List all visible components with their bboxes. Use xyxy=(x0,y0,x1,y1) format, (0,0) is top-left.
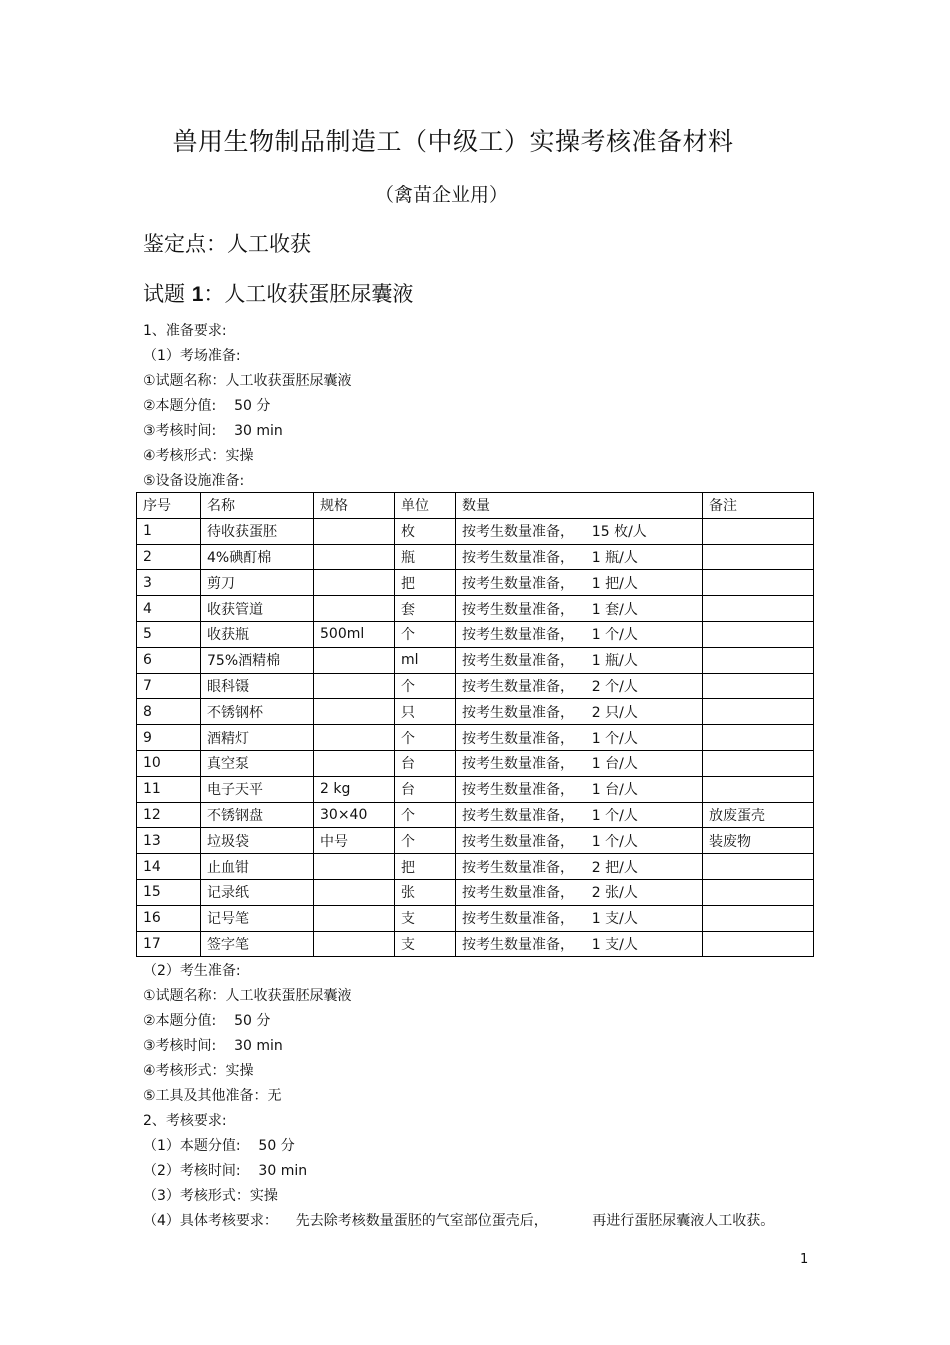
cell-index: 12 xyxy=(137,802,201,828)
text-line: ③考核时间: 30 min xyxy=(143,423,283,439)
cell-unit: 把 xyxy=(395,854,456,880)
cell-quantity: 按考生数量准备， 1 个/人 xyxy=(456,802,703,828)
cell-unit: 台 xyxy=(395,750,456,776)
table-row xyxy=(137,596,814,622)
cell-unit: 个 xyxy=(395,828,456,854)
cell-unit: 个 xyxy=(395,802,456,828)
cell-index: 11 xyxy=(137,776,201,802)
cell-name: 记号笔 xyxy=(201,905,314,931)
cell-index: 2 xyxy=(137,544,201,570)
cell-spec xyxy=(314,673,395,699)
cell-unit: 枚 xyxy=(395,518,456,544)
table-row xyxy=(137,673,814,699)
text-line: ②本题分值: 50 分 xyxy=(143,1013,271,1029)
cell-remark xyxy=(703,518,814,544)
question-number: 1 xyxy=(191,283,204,306)
table-row xyxy=(137,750,814,776)
cell-name: 垃圾袋 xyxy=(201,828,314,854)
header-cell-quantity: 数量 xyxy=(456,493,703,519)
cell-remark xyxy=(703,647,814,673)
cell-name: 4%碘酊棉 xyxy=(201,544,314,570)
cell-spec xyxy=(314,570,395,596)
cell-spec xyxy=(314,725,395,751)
table-header-row xyxy=(137,493,814,519)
cell-quantity: 按考生数量准备， 1 支/人 xyxy=(456,905,703,931)
cell-remark xyxy=(703,596,814,622)
cell-spec xyxy=(314,879,395,905)
cell-remark: 放废蛋壳 xyxy=(703,802,814,828)
cell-spec: 500ml xyxy=(314,621,395,647)
cell-spec: 中号 xyxy=(314,828,395,854)
cell-index: 4 xyxy=(137,596,201,622)
cell-spec xyxy=(314,905,395,931)
text-line: ①试题名称：人工收获蛋胚尿囊液 xyxy=(143,373,352,389)
cell-spec xyxy=(314,931,395,957)
cell-unit: 个 xyxy=(395,725,456,751)
cell-remark xyxy=(703,544,814,570)
table-row xyxy=(137,647,814,673)
cell-name: 签字笔 xyxy=(201,931,314,957)
cell-quantity: 按考生数量准备， 1 个/人 xyxy=(456,621,703,647)
cell-index: 7 xyxy=(137,673,201,699)
cell-unit: 瓶 xyxy=(395,544,456,570)
cell-index: 15 xyxy=(137,879,201,905)
cell-name: 酒精灯 xyxy=(201,725,314,751)
cell-unit: 把 xyxy=(395,570,456,596)
cell-name: 不锈钢盘 xyxy=(201,802,314,828)
cell-quantity: 按考生数量准备， 1 台/人 xyxy=(456,776,703,802)
table-row xyxy=(137,776,814,802)
cell-quantity: 按考生数量准备， 1 支/人 xyxy=(456,931,703,957)
document-subtitle: （禽苗企业用） xyxy=(375,184,509,206)
cell-remark xyxy=(703,699,814,725)
question-title: ：人工收获蛋胚尿囊液 xyxy=(203,282,414,306)
appraisal-point-heading: 鉴定点：人工收获 xyxy=(143,232,311,256)
cell-quantity: 按考生数量准备， 2 把/人 xyxy=(456,854,703,880)
cell-name: 收获瓶 xyxy=(201,621,314,647)
text-line: ①试题名称：人工收获蛋胚尿囊液 xyxy=(143,988,352,1004)
text-line: ⑤设备设施准备: xyxy=(143,473,245,489)
table-row xyxy=(137,544,814,570)
header-cell-index: 序号 xyxy=(137,493,201,519)
cell-name: 待收获蛋胚 xyxy=(201,518,314,544)
cell-quantity: 按考生数量准备， 2 张/人 xyxy=(456,879,703,905)
question-heading xyxy=(143,278,413,308)
cell-index: 8 xyxy=(137,699,201,725)
cell-remark xyxy=(703,570,814,596)
question-prefix: 试题 xyxy=(143,282,192,306)
cell-quantity: 按考生数量准备， 1 个/人 xyxy=(456,828,703,854)
header-cell-name: 名称 xyxy=(201,493,314,519)
text-line: （2）考核时间: 30 min xyxy=(143,1163,308,1179)
table-row xyxy=(137,802,814,828)
cell-remark xyxy=(703,776,814,802)
cell-index: 10 xyxy=(137,750,201,776)
table-row xyxy=(137,931,814,957)
cell-unit: 套 xyxy=(395,596,456,622)
cell-unit: 台 xyxy=(395,776,456,802)
cell-index: 17 xyxy=(137,931,201,957)
cell-quantity: 按考生数量准备， 1 把/人 xyxy=(456,570,703,596)
cell-index: 13 xyxy=(137,828,201,854)
cell-quantity: 按考生数量准备， 1 台/人 xyxy=(456,750,703,776)
cell-remark: 装废物 xyxy=(703,828,814,854)
cell-name: 电子天平 xyxy=(201,776,314,802)
text-line: 1、准备要求: xyxy=(143,323,227,339)
table-row xyxy=(137,725,814,751)
cell-remark xyxy=(703,854,814,880)
cell-remark xyxy=(703,621,814,647)
cell-remark xyxy=(703,725,814,751)
cell-name: 75%酒精棉 xyxy=(201,647,314,673)
cell-name: 记录纸 xyxy=(201,879,314,905)
cell-quantity: 按考生数量准备， 1 套/人 xyxy=(456,596,703,622)
cell-remark xyxy=(703,931,814,957)
text-line: ⑤工具及其他准备：无 xyxy=(143,1088,282,1104)
cell-quantity: 按考生数量准备， 1 个/人 xyxy=(456,725,703,751)
cell-index: 14 xyxy=(137,854,201,880)
equipment-table xyxy=(136,492,814,957)
cell-quantity: 按考生数量准备， 15 枚/人 xyxy=(456,518,703,544)
cell-name: 眼科镊 xyxy=(201,673,314,699)
header-cell-unit: 单位 xyxy=(395,493,456,519)
cell-unit: 支 xyxy=(395,905,456,931)
text-line: （1）本题分值: 50 分 xyxy=(143,1138,295,1154)
cell-unit: ml xyxy=(395,647,456,673)
cell-unit: 只 xyxy=(395,699,456,725)
cell-index: 9 xyxy=(137,725,201,751)
table-row xyxy=(137,621,814,647)
header-cell-remark: 备注 xyxy=(703,493,814,519)
cell-spec xyxy=(314,596,395,622)
cell-index: 5 xyxy=(137,621,201,647)
cell-spec xyxy=(314,854,395,880)
cell-index: 1 xyxy=(137,518,201,544)
page-number: 1 xyxy=(800,1252,809,1267)
table-row xyxy=(137,828,814,854)
text-line: ③考核时间: 30 min xyxy=(143,1038,283,1054)
cell-remark xyxy=(703,673,814,699)
table-row xyxy=(137,854,814,880)
cell-quantity: 按考生数量准备， 2 只/人 xyxy=(456,699,703,725)
cell-unit: 支 xyxy=(395,931,456,957)
header-cell-spec: 规格 xyxy=(314,493,395,519)
text-line: （4）具体考核要求： 先去除考核数量蛋胚的气室部位蛋壳后， 再进行蛋胚尿囊液人工收获。 xyxy=(143,1213,775,1229)
cell-name: 收获管道 xyxy=(201,596,314,622)
cell-spec: 2 kg xyxy=(314,776,395,802)
table-row xyxy=(137,905,814,931)
cell-unit: 张 xyxy=(395,879,456,905)
cell-spec xyxy=(314,518,395,544)
table-row xyxy=(137,570,814,596)
cell-spec xyxy=(314,699,395,725)
cell-quantity: 按考生数量准备， 1 瓶/人 xyxy=(456,647,703,673)
cell-name: 止血钳 xyxy=(201,854,314,880)
cell-name: 不锈钢杯 xyxy=(201,699,314,725)
cell-name: 剪刀 xyxy=(201,570,314,596)
cell-spec xyxy=(314,750,395,776)
text-line: 2、考核要求: xyxy=(143,1113,227,1129)
table-row xyxy=(137,518,814,544)
text-line: （1）考场准备: xyxy=(143,348,241,364)
text-line: ④考核形式：实操 xyxy=(143,1063,254,1079)
cell-spec: 30×40 xyxy=(314,802,395,828)
equipment-table-body xyxy=(137,518,814,957)
cell-index: 6 xyxy=(137,647,201,673)
cell-unit: 个 xyxy=(395,673,456,699)
text-line: （3）考核形式：实操 xyxy=(143,1188,278,1204)
cell-quantity: 按考生数量准备， 1 瓶/人 xyxy=(456,544,703,570)
cell-spec xyxy=(314,647,395,673)
text-line: ②本题分值: 50 分 xyxy=(143,398,271,414)
cell-name: 真空泵 xyxy=(201,750,314,776)
cell-index: 16 xyxy=(137,905,201,931)
cell-quantity: 按考生数量准备， 2 个/人 xyxy=(456,673,703,699)
cell-remark xyxy=(703,905,814,931)
text-line: （2）考生准备: xyxy=(143,963,241,979)
table-row xyxy=(137,699,814,725)
document-title: 兽用生物制品制造工（中级工）实操考核准备材料 xyxy=(172,127,734,156)
cell-remark xyxy=(703,879,814,905)
table-row xyxy=(137,879,814,905)
cell-unit: 个 xyxy=(395,621,456,647)
cell-remark xyxy=(703,750,814,776)
text-line: ④考核形式：实操 xyxy=(143,448,254,464)
cell-spec xyxy=(314,544,395,570)
cell-index: 3 xyxy=(137,570,201,596)
